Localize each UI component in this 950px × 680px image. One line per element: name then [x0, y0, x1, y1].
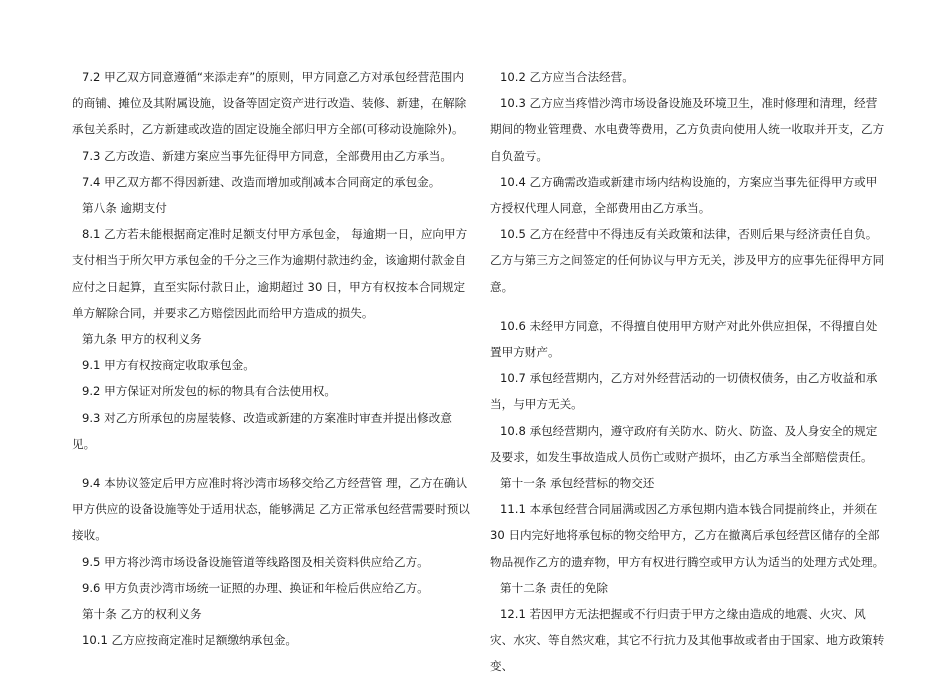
left-column: [72, 64, 470, 653]
clause-10-4: 10.4 乙方确需改造或新建市场内结构设施的，方案应当事先征得甲方或甲方授权代理人同意，全部费用由乙方承当。: [490, 174, 878, 216]
paragraph-gap: [72, 457, 470, 470]
clause-10-8: 10.8 承包经营期内，遵守政府有关防水、防火、防盗、及人身安全的规定及要求，如发生事故造成人员伤亡或财产损坏，由乙方承当全部赔偿责任。: [490, 423, 878, 464]
clause-9-1: 9.1 甲方有权按商定收取承包金。: [82, 358, 255, 373]
clause-10-7: 10.7 承包经营期内，乙方对外经营活动的一切债权债务，由乙方收益和承当，与甲方无关。: [490, 371, 878, 412]
article-8-heading: 第八条 逾期支付: [82, 201, 167, 216]
clause-9-6: 9.6 甲方负责沙湾市场统一证照的办理、换证和年检后供应给乙方。: [82, 580, 429, 595]
paragraph-gap: [490, 300, 888, 313]
article-10-heading: 第十条 乙方的权利义务: [82, 607, 202, 622]
clause-9-5: 9.5 甲方将沙湾市场设备设施管道等线路图及相关资料供应给乙方。: [82, 554, 429, 569]
clause-11-1: 11.1 本承包经营合同届满或因乙方承包期内造本钱合同提前终止，并须在 30 日内完好地将承包标的物交给甲方，乙方在撤离后承包经营区储存的全部物品视作乙方的遗弃物，甲方有权进行腾空或甲方认为适当的处理方式处理。: [490, 502, 885, 569]
article-9-heading: 第九条 甲方的权利义务: [82, 332, 202, 347]
clause-12-1: 12.1 若因甲方无法把握或不行归责于甲方之缘由造成的地震、火灾、风灾、水灾、等自然灾难，其它不行抗力及其他事故或者由于国家、地方政策转变、: [490, 607, 885, 674]
clause-9-2: 9.2 甲方保证对所发包的标的物具有合法使用权。: [82, 384, 336, 399]
clause-8-1: 8.1 乙方若未能根据商定准时足额支付甲方承包金， 每逾期一日，应向甲方支付相当于所欠甲方承包金的千分之三作为逾期付款违约金，该逾期付款金自应付之日起算，直至实际付款日止，逾期超过 30 日，甲方有权按本合同规定单方解除合同，并要求乙方赔偿因此而给甲方造成的损失。: [72, 227, 468, 320]
clause-9-3: 9.3 对乙方所承包的房屋装修、改造或新建的方案准时审查并提出修改意见。: [72, 410, 452, 451]
clause-7-2: 7.2 甲乙双方同意遵循“来添走弃”的原则，甲方同意乙方对承包经营范围内的商铺、摊位及其附属设施，设备等固定资产进行改造、装修、新建，在解除承包关系时，乙方新建或改造的固定设施全部归甲方全部(可移动设施除外)。: [72, 70, 467, 137]
article-12-heading: 第十二条 责任的免除: [500, 580, 609, 595]
article-11-heading: 第十一条 承包经营标的物交还: [500, 476, 655, 491]
clause-7-3: 7.3 乙方改造、新建方案应当事先征得甲方同意，全部费用由乙方承当。: [82, 148, 452, 163]
clause-9-4: 9.4 本协议签定后甲方应准时将沙湾市场移交给乙方经营管 理，乙方在确认甲方供应的设备设施等处于适用状态，能够满足 乙方正常承包经营需要时预以接收。: [72, 476, 470, 543]
clause-7-4: 7.4 甲乙双方都不得因新建、改造而增加或削减本合同商定的承包金。: [82, 174, 441, 189]
clause-10-6: 10.6 未经甲方同意，不得擅自使用甲方财产对此外供应担保，不得擅自处置甲方财产。: [490, 318, 878, 360]
clause-10-3: 10.3 乙方应当疼惜沙湾市场设备设施及环境卫生，准时修理和清理，经营期间的物业管理费、水电费等费用，乙方负责向使用人统一收取并开支，乙方自负盈亏。: [490, 96, 885, 163]
clause-10-1: 10.1 乙方应按商定准时足额缴纳承包金。: [82, 633, 298, 648]
clause-10-2: 10.2 乙方应当合法经营。: [500, 70, 634, 84]
clause-10-5: 10.5 乙方在经营中不得违反有关政策和法律，否则后果与经济责任自负。乙方与第三方之间签定的任何协议与甲方无关，涉及甲方的应事先征得甲方同意。: [490, 227, 885, 294]
right-column: [490, 64, 888, 680]
